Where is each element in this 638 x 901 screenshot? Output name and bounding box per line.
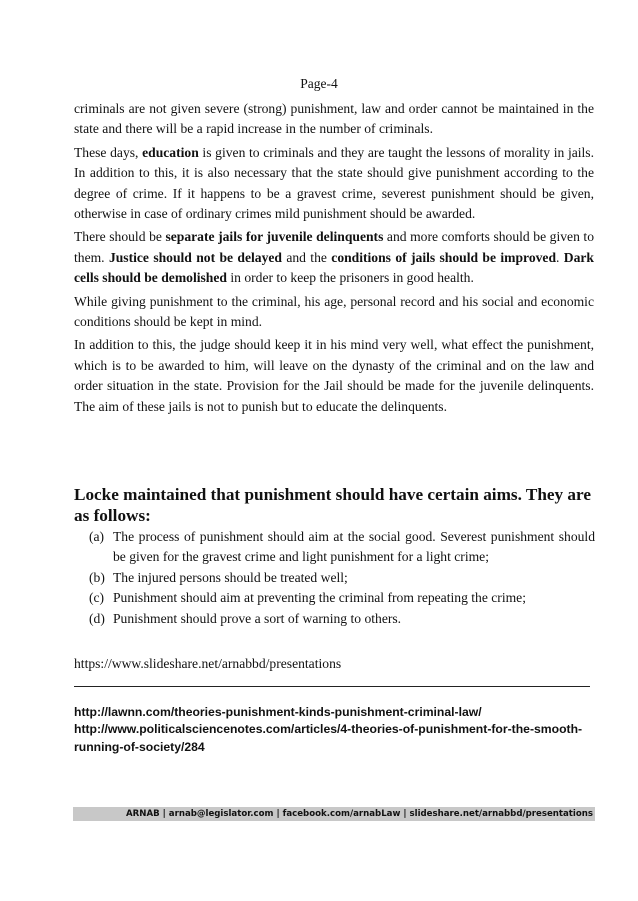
paragraph-4: While giving punishment to the criminal, his age, personal record and his social and economic conditions should be kept in mind. [74, 293, 594, 330]
bold-text: education [142, 144, 199, 160]
references [74, 704, 594, 756]
list-marker: (d) [89, 610, 105, 626]
list-marker: (a) [89, 529, 105, 544]
source-url[interactable]: https://www.slideshare.net/arnabbd/presentations [74, 656, 342, 671]
text-run: is given to criminals and they are taught the lessons of morality in jails. In addition to this, it is also necessary that the state should give punishment according to the degree of crime. If it happens to be a gravest crime, severest punishment should be given, otherwise in case of ordinary crimes mild punishment should be awarded. [74, 144, 594, 222]
footer-text: ARNAB | arnab@legislator.com | facebook.com/arnabLaw | slideshare.net/arnabbd/presentations [126, 809, 593, 819]
bold-text: separate jails for juvenile delinquents [165, 229, 384, 245]
divider-rule [74, 686, 590, 687]
text-run: There should be [74, 229, 166, 245]
bold-text: conditions of jails should be improved [331, 249, 557, 265]
list-marker: (b) [89, 569, 105, 585]
text-run: and the [281, 249, 332, 265]
list-marker: (c) [89, 590, 105, 606]
reference-link[interactable]: http://www.politicalsciencenotes.com/articles/4-theories-of-punishment-for-the-smooth-running-of-society/284 [74, 722, 583, 754]
paragraph-2 [74, 143, 594, 225]
reference-link[interactable]: http://lawnn.com/theories-punishment-kinds-punishment-criminal-law/ [74, 705, 482, 719]
aims-list [89, 527, 595, 629]
text-run: . [556, 249, 564, 265]
text-run: These days, [74, 144, 143, 160]
paragraph-1: criminals are not given severe (strong) punishment, law and order cannot be maintained in the state and there will be a rapid increase in the number of criminals. [74, 101, 594, 137]
list-item [89, 527, 595, 568]
page-number: Page-4 [300, 76, 338, 91]
list-item [89, 568, 595, 588]
list-item [89, 609, 595, 629]
text-run: in order to keep the prisoners in good health. [226, 270, 474, 286]
body-text [74, 99, 594, 420]
section-heading: Locke maintained that punishment should have certain aims. They are as follows: [74, 485, 591, 525]
list-item [89, 588, 595, 608]
list-item-text: Punishment should prove a sort of warning to others. [113, 610, 402, 626]
footer-bar [73, 807, 595, 821]
paragraph-3 [74, 227, 594, 288]
bold-text: Justice should not be delayed [108, 249, 282, 265]
list-item-text: The injured persons should be treated well; [113, 569, 348, 585]
paragraph-5: In addition to this, the judge should keep it in his mind very well, what effect the punishment, which is to be awarded to him, will leave on the dynasty of the criminal and on the law and order situation in the state. Provision for the Jail should be made for the juvenile delinquents. The aim of these jails is not to punish but to educate the delinquents. [74, 337, 594, 414]
bold-text: Dark cells should be demolished [74, 249, 594, 286]
list-item-text: Punishment should aim at preventing the criminal from repeating the crime; [113, 590, 526, 606]
text-run: and more comforts should be given to them. [74, 229, 595, 265]
list-item-text: The process of punishment should aim at the social good. Severest punishment should be given for the gravest crime and light punishment for a light crime; [113, 529, 595, 565]
